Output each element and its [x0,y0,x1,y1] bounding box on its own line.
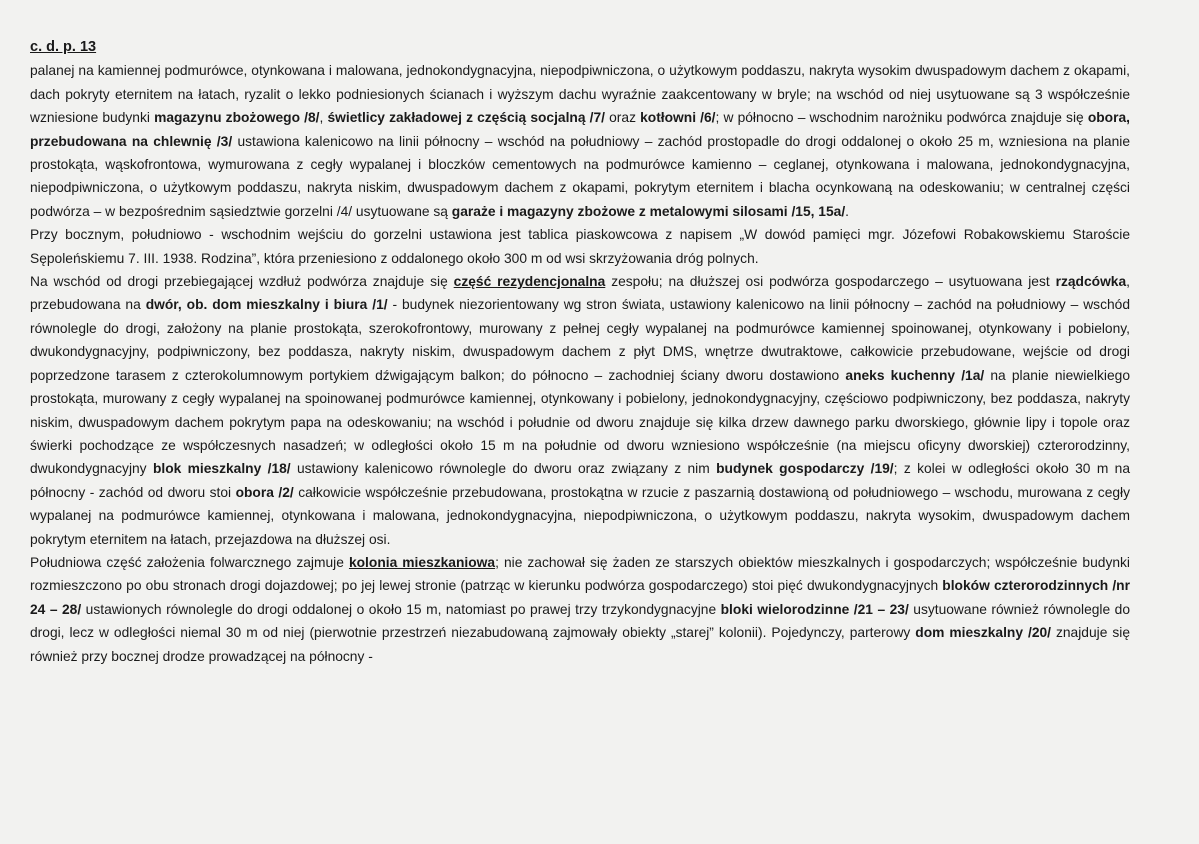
bold-term: garaże i magazyny zbożowe z metalowymi silosami /15, 15a/ [451,203,846,219]
bold-term: budynek gospodarczy /19/ [716,461,894,477]
document-body [30,36,1130,668]
page-heading: c. d. p. 13 [30,39,97,55]
text-run: , [319,110,328,126]
text-run: ; nie zachował się żaden ze starszych obiektów mieszkalnych i gospodarczych; współcześnie budynki rozmieszczono po obu stronach drogi dojazdowej; po jej lewej stronie (patrząc w kierunku podwórza gospodarczego) stoi pięć dwukondygnacyjnych [30,554,1130,594]
text-run: ; w północno – wschodnim narożniku podwórca znajduje się [715,110,1088,126]
bold-term: kotłowni /6/ [640,110,716,126]
text-run: . [845,203,850,219]
paragraph [30,270,1130,551]
text-run: zespołu; na dłuższej osi podwórza gospodarczego – usytuowana jest [605,274,1056,290]
bold-term: dwór, ob. dom mieszkalny i biura /1/ [145,297,388,313]
text-run: ustawiona kalenicowo na linii północny – wschód na południowy – zachód prostopadle do drogi oddalonej o około 25 m, wzniesiona na planie prostokąta, wąskofrontowa, wymurowana z cegły wypalanej i bloczków cementowych na podmurówce kamienno – ceglanej, otynkowana i malowana, jednokondygnacyjna, niepodpiwniczona, o użytkowym poddaszu, nakryta niskim, dwuspadowym dachem z okapami, pokrytym eternitem i blacha ocynkowaną na odeskowaniu; w centralnej części podwórza – w bezpośrednim sąsiedztwie gorzelni /4/ usytuowane są [30,133,1130,219]
text-run: ; z kolei w odległości około 30 m na północny - zachód od dworu stoi [30,461,1131,500]
text-run: - budynek niezorientowany wg stron świata, ustawiony kalenicowo na linii północny – zachód na południowy – wschód równolegle do drogi, założony na planie prostokąta, szerokofrontowy, murowany z pełnej cegły wypalanej na podmurówce kamiennej spoinowanej, otynkowany i pobielony, dwukondygnacyjny, podpiwniczony, bez poddasza, nakryty niskim, dwuspadowym dachem z płyt DMS, wnętrze dwutraktowe, całkowicie przebudowane, wejście od drogi poprzedzone tarasem z czterokolumnowym portykiem dźwigającym balkon; do północno – zachodniej ściany dworu dostawiono [30,297,1130,383]
text-run: ustawionych równolegle do drogi oddalonej o około 15 m, natomiast po prawej trzy trzykondygnacyjne [81,601,721,617]
paragraph [30,551,1130,668]
paragraph [30,59,1130,223]
text-run: znajduje się również przy bocznej drodze prowadzącej na północny - [30,625,1130,664]
text-run: palanej na kamiennej podmurówce, otynkowana i malowana, jednokondygnacyjna, niepodpiwniczona, o użytkowym poddaszu, nakryta wysokim dwuspadowym dachem z okapami, dach pokryty eternitem na łatach, ryzalit o lekko podniesionych ścianach i wyższym dachu wyraźnie zaakcentowany w bryle; na wschód od niej usytuowane są 3 współcześnie wzniesione budynki [30,63,1130,126]
bold-term: obora /2/ [235,484,294,500]
text-run: ustawiony kalenicowo równolegle do dworu oraz związany z nim [290,461,717,477]
text-run: Przy bocznym, południowo - wschodnim wejściu do gorzelni ustawiona jest tablica piaskowcowa z napisem „W dowód pamięci mgr. Józefowi Robakowskiemu Staroście Sępoleńskiemu 7. III. 1938. Rodzina”, która przeniesiono z oddalonego około 300 m od wsi skrzyżowania dróg polnych. [30,227,1130,266]
paragraph-container [30,59,1130,668]
bold-term: obora, przebudowana na chlewnię /3/ [30,110,1130,149]
text-run: na planie niewielkiego prostokąta, murowany z cegły wypalanej na spoinowanej podmurówce kamiennej, otynkowany i pobielony, jednokondygnacyjny, częściowo podpiwniczony, bez poddasza, nakryty niskim, dwuspadowym dachem pokrytym papa na odeskowaniu; na wschód i południe od dworu znajduje się kilka drzew dawnego parku dworskiego, głównie lipy i topole oraz świerki pochodzące ze współczesnych nasadzeń; w odległości około 15 m na południe od dworu wzniesiono współcześnie (na miejscu oficyny dworskiej) czterorodzinny, dwukondygnacyjny [30,367,1131,477]
bold-term: dom mieszkalny /20/ [915,625,1052,641]
text-run: usytuowane również równolegle do drogi, lecz w odległości niemal 30 m od niej (pierwotnie przestrzeń niezabudowaną zajmowały obiekty „starej” kolonii). Pojedynczy, parterowy [30,601,1130,641]
section-term: część rezydencjonalna [453,274,606,290]
bold-term: blok mieszkalny /18/ [152,461,291,477]
text-run: Na wschód od drogi przebiegającej wzdłuż podwórza znajduje się [30,274,454,290]
bold-term: magazynu zbożowego /8/ [154,110,320,126]
bold-term: rządcówka [1055,274,1127,290]
bold-term: bloki wielorodzinne /21 – 23/ [720,601,909,617]
bold-term: aneks kuchenny /1a/ [845,367,985,383]
text-run: oraz [605,110,641,126]
text-run: całkowicie współcześnie przebudowana, prostokątna w rzucie z paszarnią dostawioną od południowego – wschodu, murowana z cegły wypalanej na podmurówce kamiennej, otynkowana i malowana, jednokondygnacyjna, niepodpiwniczona, o użytkowym poddaszu, nakryta wysokim, dwuspadowym dachem pokrytym eternitem na łatach, przejazdowa na dłuższej osi. [30,484,1131,547]
bold-term: świetlicy zakładowej z częścią socjalną /7/ [327,110,605,126]
paragraph [30,223,1130,270]
text-run: , przebudowana na [30,274,1130,313]
section-term: kolonia mieszkaniowa [348,554,496,570]
text-run: Południowa część założenia folwarcznego zajmuje [30,554,349,570]
bold-term: bloków czterorodzinnych /nr 24 – 28/ [30,578,1130,617]
